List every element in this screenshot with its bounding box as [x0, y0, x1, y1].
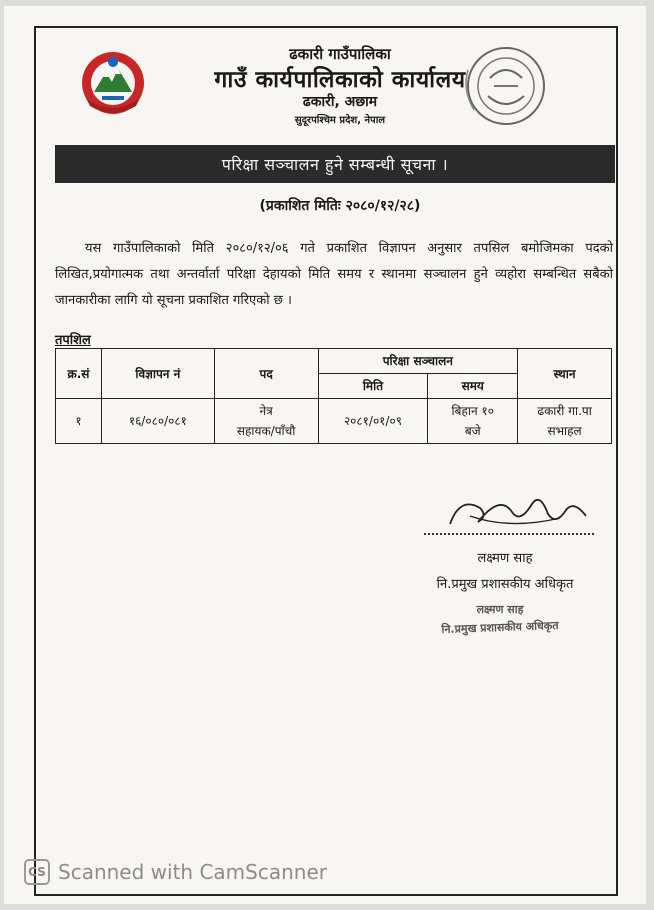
- signatory-name: लक्ष्मण साह: [477, 551, 533, 566]
- signatory-title: नि.प्रमुख प्रशासकीय अधिकृत: [436, 577, 574, 592]
- tapsil-label: तपशिल: [55, 333, 91, 348]
- province-name: सुदूरपश्चिम प्रदेश, नेपाल: [294, 115, 386, 126]
- table-header-row: [56, 349, 612, 374]
- camscanner-icon: CS: [24, 859, 50, 885]
- cell-date: २०८१/०१/०९: [318, 399, 428, 444]
- header-exam: परिक्षा सञ्चालन: [318, 349, 518, 374]
- header-post: पद: [214, 349, 318, 399]
- header-venue: स्थान: [518, 349, 612, 399]
- stamp-name: लक्ष्मण साह: [476, 603, 524, 616]
- header-sn: क्र.सं: [56, 349, 102, 399]
- cell-venue: [518, 399, 612, 444]
- cell-post-line1: नेत्र: [259, 404, 273, 418]
- table-row: [56, 399, 612, 444]
- notice-title-bar: [55, 145, 615, 183]
- cell-post: [214, 399, 318, 444]
- cell-venue-line1: ढकारी गा.पा: [537, 404, 592, 418]
- municipality-name: ढकारी गाउँपालिका: [289, 45, 391, 63]
- header-date: मिति: [318, 374, 428, 399]
- cell-post-line2: सहायक/पाँचौ: [236, 424, 296, 438]
- nepal-emblem-icon: [78, 48, 148, 118]
- signature-line: [424, 533, 594, 535]
- notice-title: परिक्षा सञ्चालन हुने सम्बन्धी सूचना ।: [221, 155, 449, 174]
- stamp-title: नि.प्रमुख प्रशासकीय अधिकृत: [441, 618, 559, 637]
- exam-schedule-table: [55, 348, 612, 444]
- office-name: गाउँ कार्यपालिकाको कार्यालय: [214, 67, 466, 93]
- office-location: ढकारी, अछाम: [302, 94, 378, 110]
- header-time: समय: [428, 374, 518, 399]
- cell-time-line2: बजे: [464, 424, 481, 438]
- cell-ad-no: १६/०८०/०८१: [101, 399, 214, 444]
- notice-body: यस गाउँपालिकाको मिति २०८०/१२/०६ गते प्रकाशित विज्ञापन अनुसार तपसिल बमोजिमका पदको लिखित,प्रयोगात्मक तथा अन्तर्वार्ता परिक्षा देहायको मिति समय र स्थानमा सञ्चालन हुने व्यहोरा सम्बन्धित सबैको जानकारीका लागि यो सूचना प्रकाशित गरिएको छ ।: [55, 241, 613, 308]
- cell-time: [428, 399, 518, 444]
- cell-venue-line2: सभाहल: [547, 424, 582, 438]
- cell-time-line1: बिहान १०: [451, 404, 494, 418]
- scanned-page: [4, 6, 646, 904]
- header-ad-no: विज्ञापन नं: [101, 349, 214, 399]
- signature-icon: [440, 486, 600, 536]
- camscanner-watermark: [24, 858, 327, 886]
- watermark-text: Scanned with CamScanner: [58, 860, 327, 884]
- published-date: (प्रकाशित मितिः २०८०/१२/२८): [259, 198, 421, 214]
- cell-sn: १: [56, 399, 102, 444]
